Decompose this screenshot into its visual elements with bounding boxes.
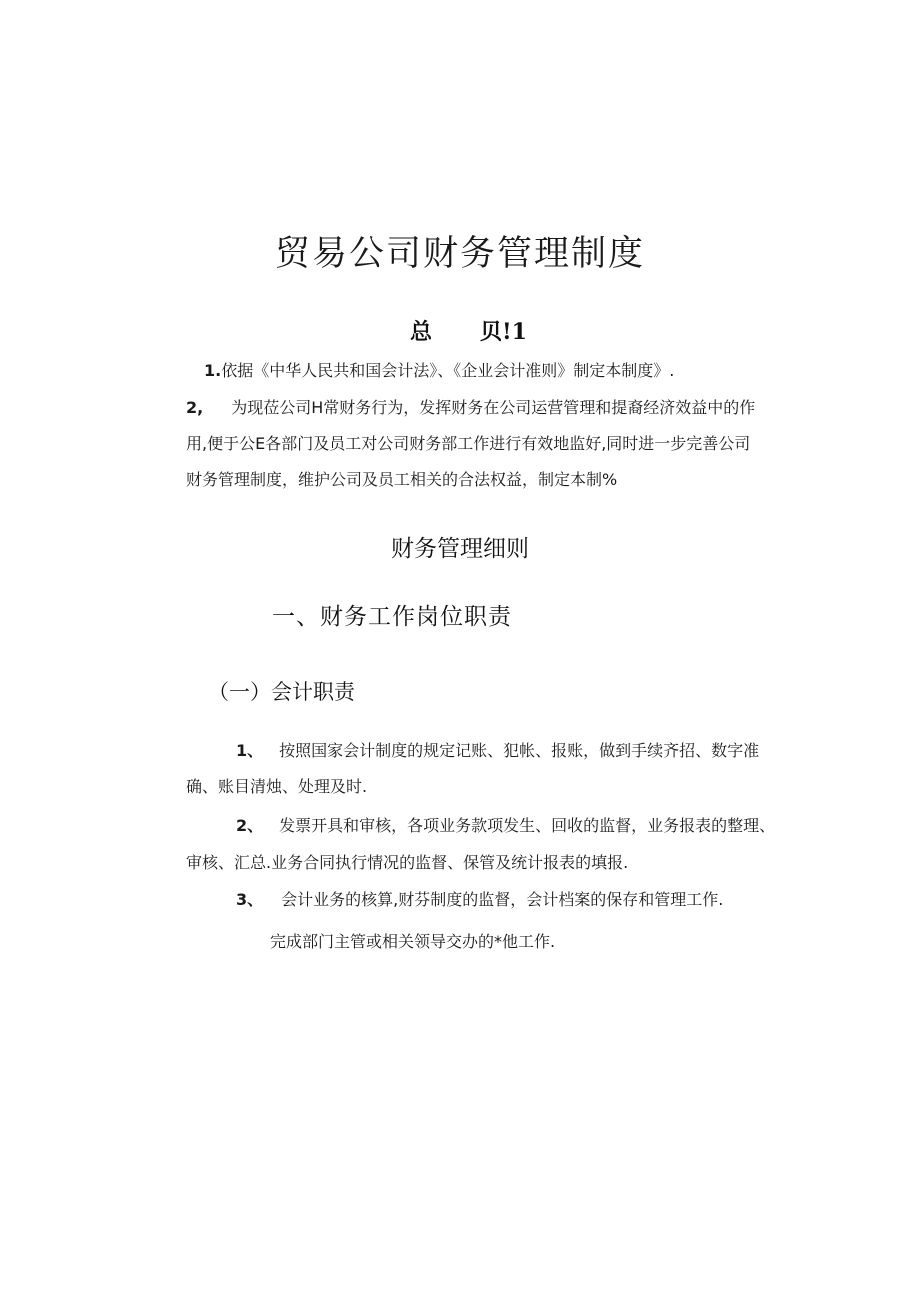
- clause-text: 依据《中华人民共和国会计法》、《企业会计准则》制定本制度》.: [221, 361, 675, 380]
- clause-text: 为现莅公司H常财务行为，发挥财务在公司运营管理和提裔经济效益中的作: [231, 398, 756, 417]
- duty-number: 3、: [236, 890, 264, 909]
- document-title: 贸易公司财务管理制度: [274, 234, 645, 274]
- duty-number: 1、: [236, 741, 264, 760]
- clause-number: 2,: [186, 398, 204, 417]
- general-heading-part2: 贝!1: [480, 319, 527, 345]
- duty-extra: 完成部门主管或相关领导交办的*他工作.: [270, 932, 556, 951]
- section-heading: 财务管理细则: [391, 536, 529, 562]
- general-clause-2-line-3: 财务管理制度，维护公司及员工相关的合法权益，制定本制%: [186, 470, 618, 489]
- clause-number: 1.: [204, 361, 222, 380]
- general-clause-2: [186, 390, 755, 426]
- duty-text: 按照国家会计制度的规定记账、犯帐、报账，做到手续齐招、数字准: [279, 741, 760, 760]
- subsubsection-heading: （一）会计职责: [208, 680, 355, 704]
- duty-item-1: [236, 733, 759, 769]
- general-clause-1: [204, 353, 674, 389]
- general-heading: [410, 315, 527, 346]
- duty-text: 会计业务的核算,财芬制度的监督，会计档案的保存和管理工作.: [281, 890, 724, 909]
- general-heading-part1: 总: [410, 319, 433, 345]
- general-clause-2-line-2: 用,便于公E各部门及员工对公司财务部工作进行有效地监好,同时进一步完善公司: [186, 434, 751, 453]
- duty-text: 发票开具和审核，各项业务款项发生、回收的监督，业务报表的整理、: [279, 816, 776, 835]
- duty-item-3: [236, 882, 723, 918]
- duty-number: 2、: [236, 816, 264, 835]
- duty-item-2: [236, 808, 775, 844]
- duty-item-1-continued: 确、账目清烛、处理及时.: [186, 777, 368, 796]
- subsection-heading: 一、财务工作岗位职责: [272, 604, 512, 630]
- duty-item-2-continued: 审核、汇总.业务合同执行情况的监督、保管及统计报表的填报.: [186, 853, 629, 872]
